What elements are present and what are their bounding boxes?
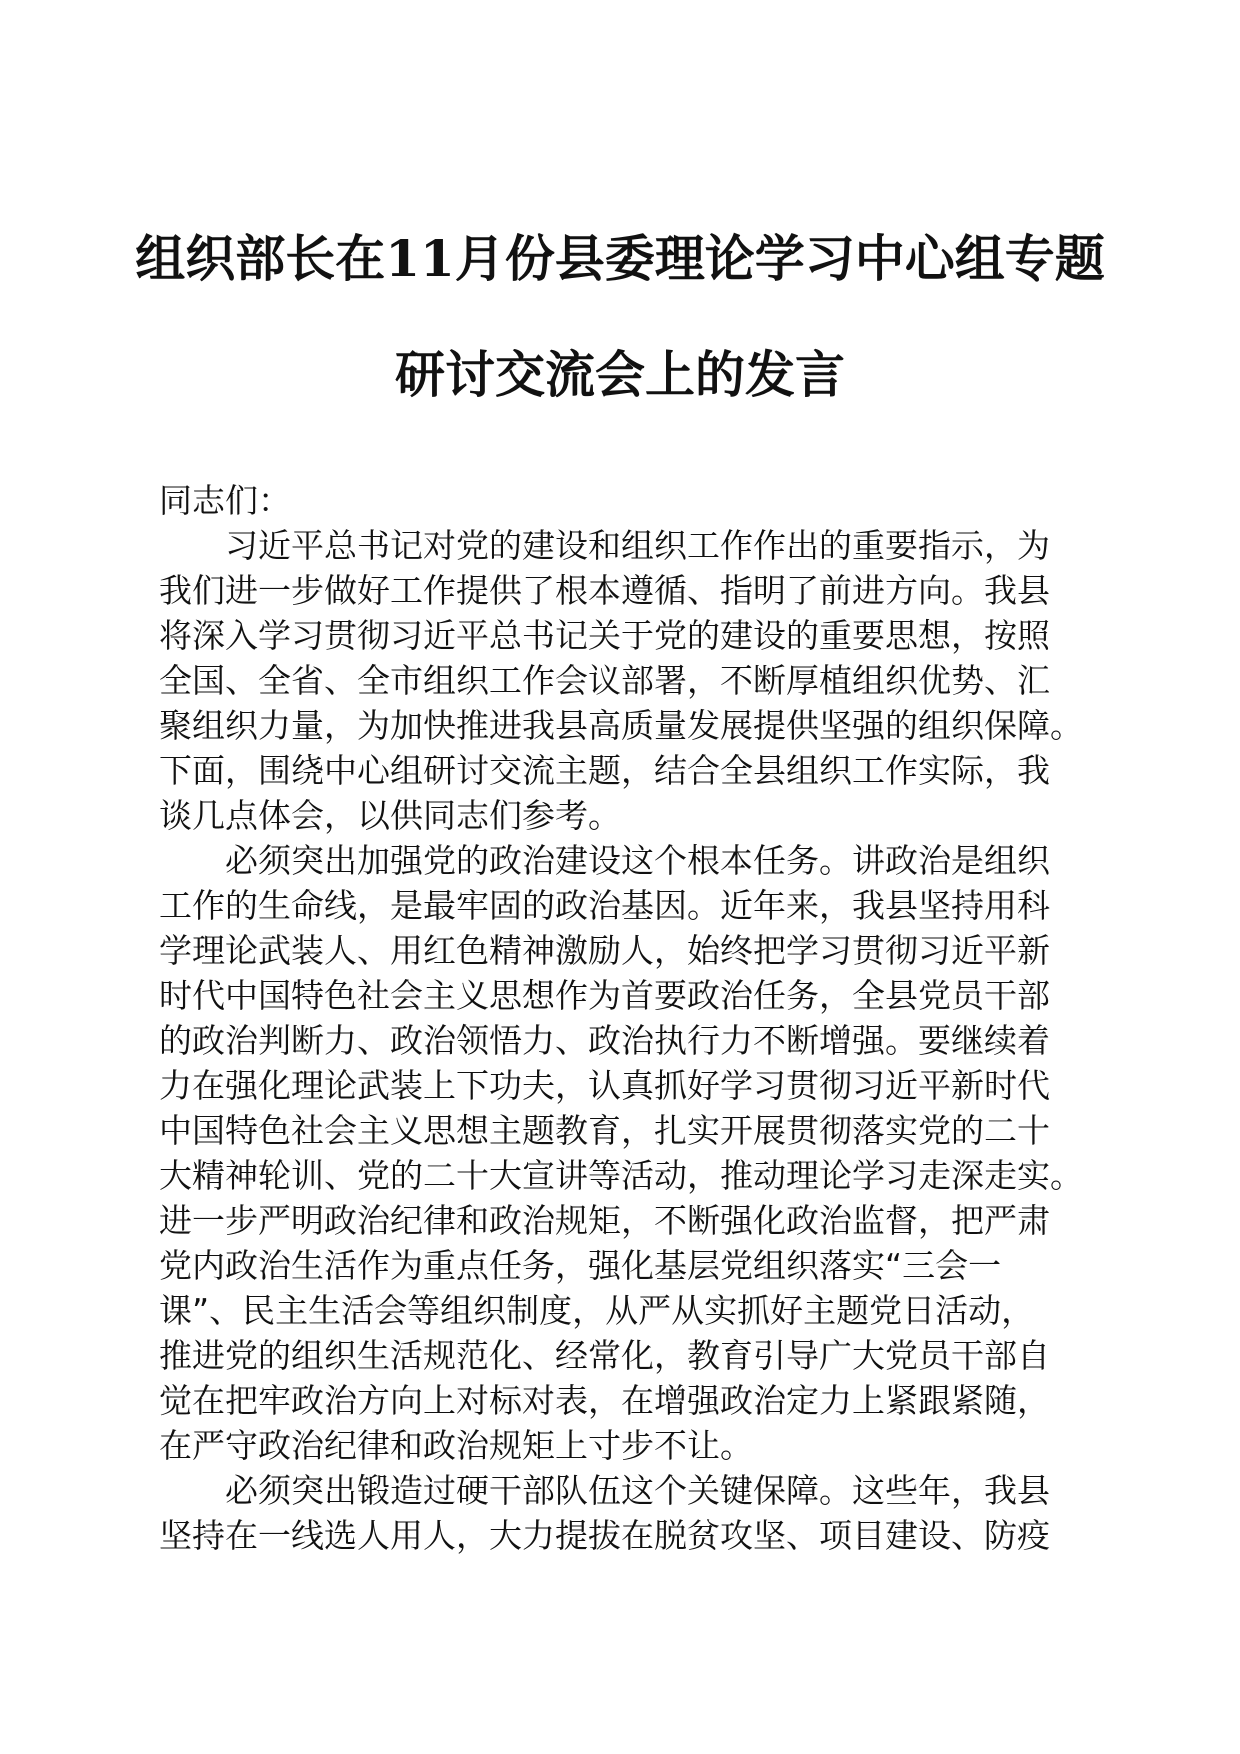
text-line: 必须突出加强党的政治建设这个根本任务。讲政治是组织 <box>159 841 1050 880</box>
text-line: 在严守政治纪律和政治规矩上寸步不让。 <box>159 1426 753 1465</box>
text-line: 聚组织力量，为加快推进我县高质量发展提供坚强的组织保障。 <box>159 706 1083 745</box>
text-line: 中国特色社会主义思想主题教育，扎实开展贯彻落实党的二十 <box>159 1111 1050 1150</box>
text-line: 谈几点体会，以供同志们参考。 <box>159 796 621 835</box>
document-title-line-1: 组织部长在11月份县委理论学习中心组专题 <box>135 229 1105 288</box>
text-line: 全国、全省、全市组织工作会议部署，不断厚植组织优势、汇 <box>159 661 1050 700</box>
text-line: 学理论武装人、用红色精神激励人，始终把学习贯彻习近平新 <box>159 931 1050 970</box>
text-line: 坚持在一线选人用人，大力提拔在脱贫攻坚、项目建设、防疫 <box>159 1516 1050 1555</box>
text-line: 下面，围绕中心组研讨交流主题，结合全县组织工作实际，我 <box>159 751 1050 790</box>
body-text <box>159 523 1081 1558</box>
text-line: 党内政治生活作为重点任务，强化基层党组织落实“三会一 <box>159 1246 1002 1285</box>
greeting: 同志们： <box>159 481 291 520</box>
text-line: 进一步严明政治纪律和政治规矩，不断强化政治监督，把严肃 <box>159 1201 1050 1240</box>
text-line: 习近平总书记对党的建设和组织工作作出的重要指示，为 <box>159 526 1050 565</box>
text-line: 时代中国特色社会主义思想作为首要政治任务，全县党员干部 <box>159 976 1050 1015</box>
text-line: 觉在把牢政治方向上对标对表，在增强政治定力上紧跟紧随， <box>159 1381 1050 1420</box>
text-line: 工作的生命线，是最牢固的政治基因。近年来，我县坚持用科 <box>159 886 1050 925</box>
text-line: 力在强化理论武装上下功夫，认真抓好学习贯彻习近平新时代 <box>159 1066 1050 1105</box>
text-line: 课”、民主生活会等组织制度，从严从实抓好主题党日活动， <box>159 1291 1035 1330</box>
text-line: 必须突出锻造过硬干部队伍这个关键保障。这些年，我县 <box>159 1471 1050 1510</box>
text-line: 的政治判断力、政治领悟力、政治执行力不断增强。要继续着 <box>159 1021 1050 1060</box>
text-line: 将深入学习贯彻习近平总书记关于党的建设的重要思想，按照 <box>159 616 1050 655</box>
document-title-line-2: 研讨交流会上的发言 <box>395 345 845 404</box>
text-line: 大精神轮训、党的二十大宣讲等活动，推动理论学习走深走实。 <box>159 1156 1083 1195</box>
text-line: 我们进一步做好工作提供了根本遵循、指明了前进方向。我县 <box>159 571 1050 610</box>
text-line: 推进党的组织生活规范化、经常化，教育引导广大党员干部自 <box>159 1336 1050 1375</box>
